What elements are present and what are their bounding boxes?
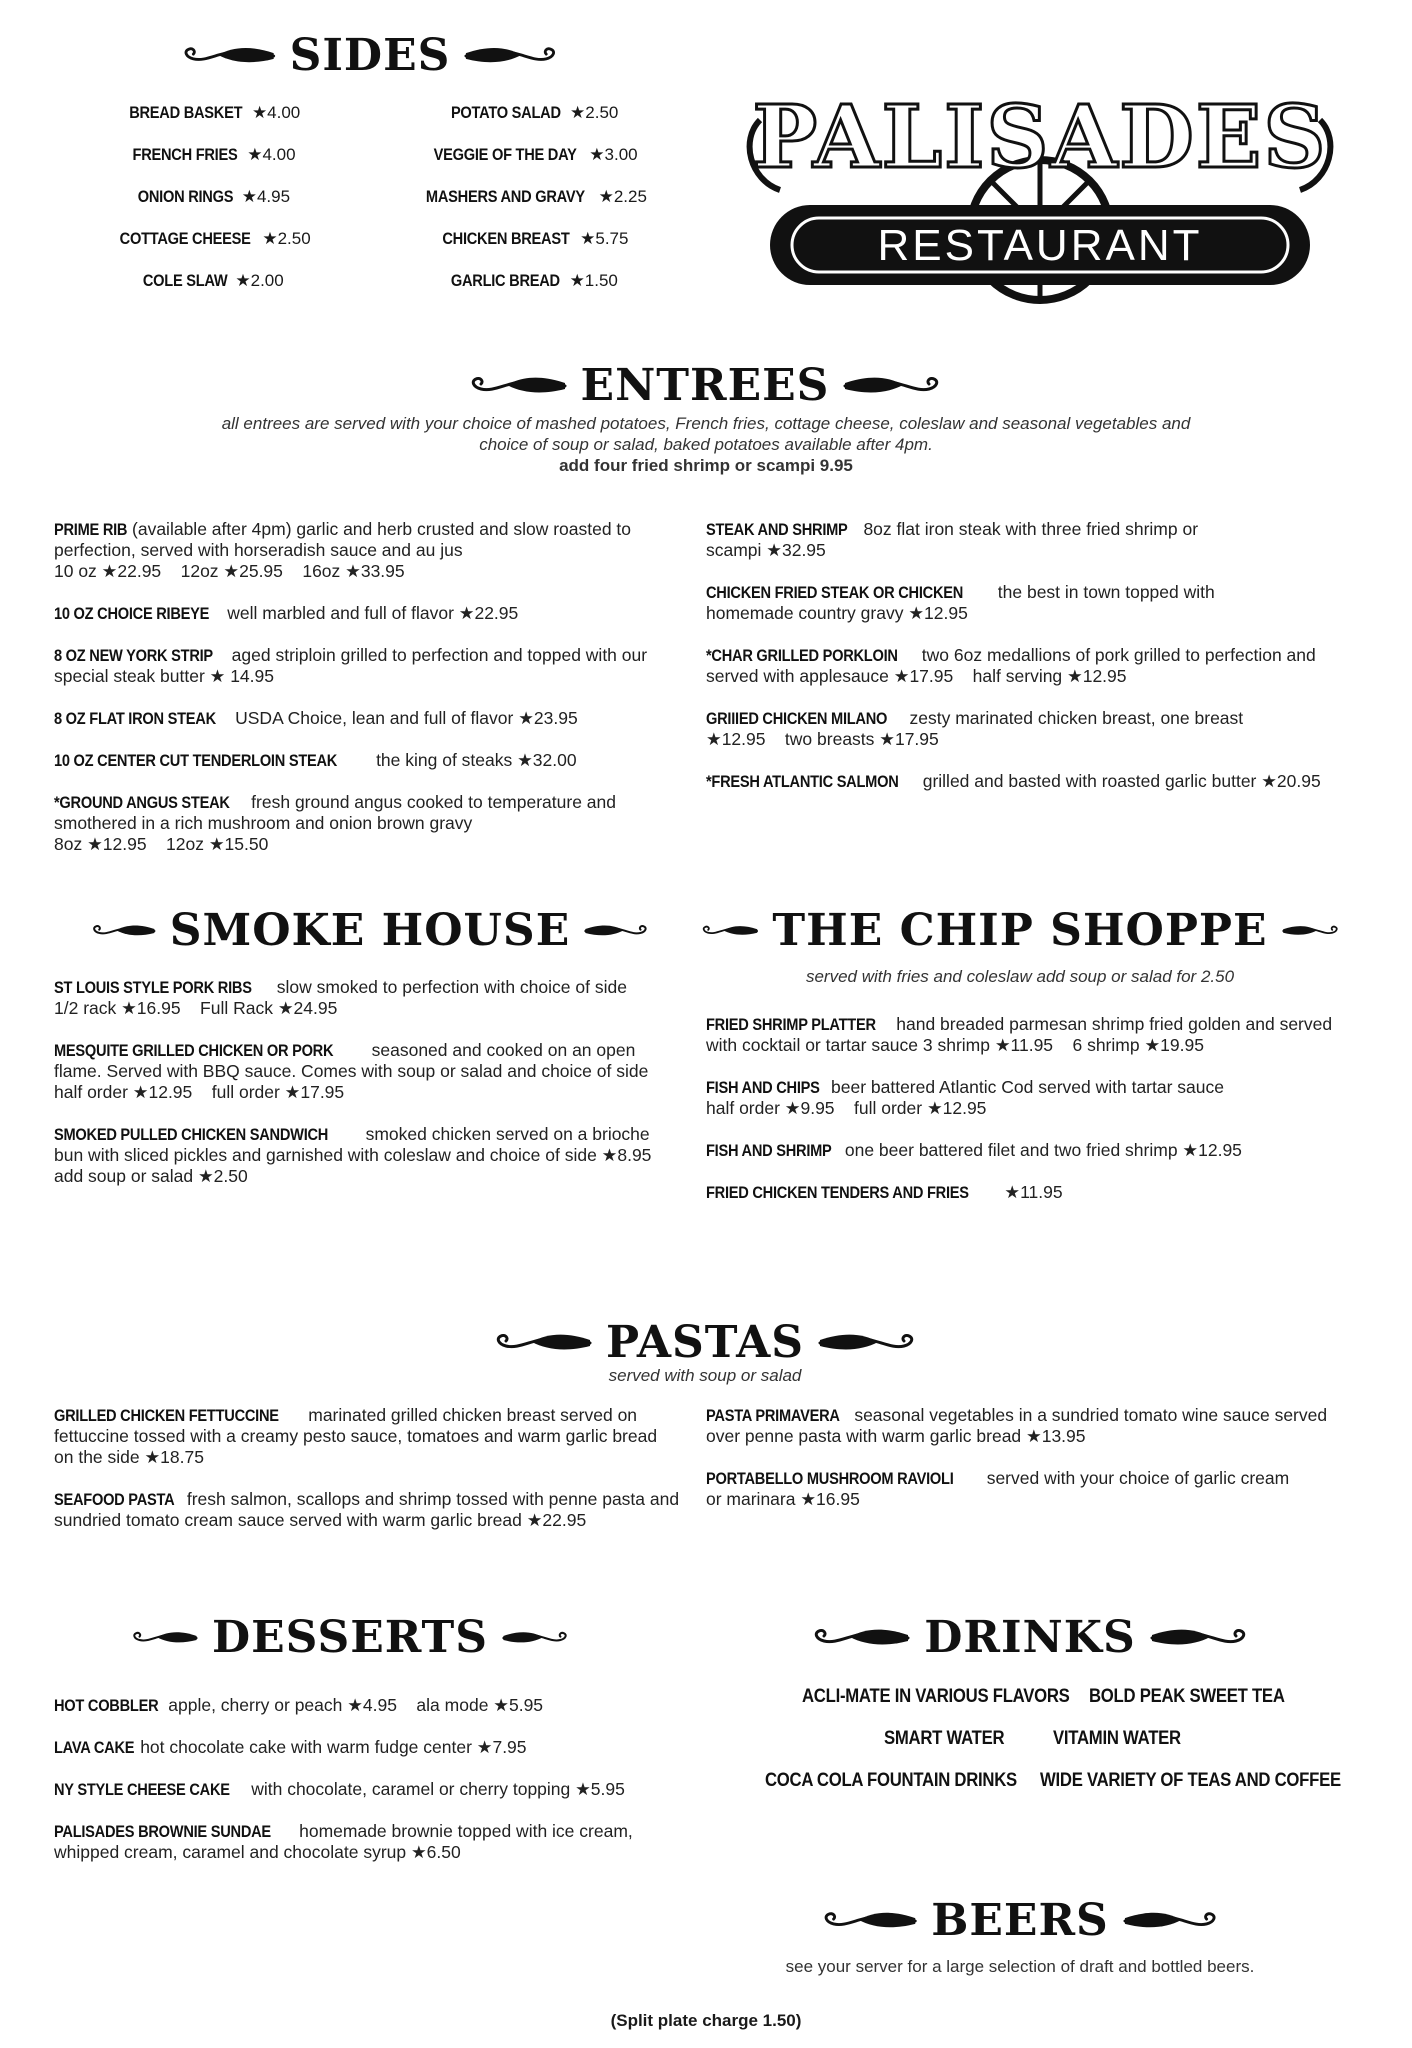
menu-item: CHICKEN FRIED STEAK OR CHICKEN the best in town topped with homemade country gravy ★12.95 xyxy=(706,582,1215,623)
menu-item: 10 OZ CENTER CUT TENDERLOIN STEAK the king of steaks ★32.00 xyxy=(54,750,577,770)
split-plate-note: (Split plate charge 1.50) xyxy=(610,2011,802,2030)
flourish-left-icon xyxy=(180,43,276,69)
menu-item: GRILLED CHICKEN FETTUCCINE marinated grilled chicken breast served on fettuccine tossed with a creamy pesto sauce, tomatoes and warm garlic bread on the side ★18.75 xyxy=(54,1405,658,1467)
flourish-right-icon xyxy=(464,43,560,69)
menu-item: GRIIIED CHICKEN MILANO zesty marinated chicken breast, one breast ★12.95 two breasts ★17.95 xyxy=(706,708,1249,749)
flourish-left-icon xyxy=(700,918,758,944)
menu-item: *CHAR GRILLED PORKLOIN two 6oz medallions of pork grilled to perfection and served with applesauce ★17.95 half serving ★12.95 xyxy=(706,645,1321,686)
menu-item: *FRESH ATLANTIC SALMON grilled and basted with roasted garlic butter ★20.95 xyxy=(706,771,1321,791)
entrees-title: ENTREES xyxy=(580,360,830,411)
flourish-right-icon xyxy=(843,373,943,399)
side-item: FRENCH FRIES ★4.00 xyxy=(132,145,296,164)
side-item: ONION RINGS ★4.95 xyxy=(137,187,291,206)
menu-item: PORTABELLO MUSHROOM RAVIOLI served with your choice of garlic cream or marinara ★16.95 xyxy=(706,1468,1290,1509)
flourish-left-icon xyxy=(467,373,567,399)
flourish-right-icon xyxy=(502,1625,570,1651)
menu-item: FISH AND CHIPS beer battered Atlantic Cod served with tartar sauce half order ★9.95 full order ★12.95 xyxy=(706,1077,1224,1118)
side-item: CHICKEN BREAST ★5.75 xyxy=(441,229,629,248)
desserts-header xyxy=(130,1612,570,1663)
menu-item: PRIME RIB (available after 4pm) garlic and herb crusted and slow roasted to perfection, served with horseradish sauce and au jus 10 oz ★22.95 12oz ★25.95 16oz ★33.95 xyxy=(54,519,632,581)
menu-item: STEAK AND SHRIMP 8oz flat iron steak with three fried shrimp or scampi ★32.95 xyxy=(706,519,1199,560)
flourish-right-icon xyxy=(818,1330,918,1356)
sides-title: SIDES xyxy=(289,30,451,81)
pastas-title: PASTAS xyxy=(605,1317,805,1368)
palisades-logo xyxy=(740,80,1340,315)
menu-item: PALISADES BROWNIE SUNDAE homemade brownie topped with ice cream, whipped cream, caramel and chocolate syrup ★6.50 xyxy=(54,1821,633,1862)
menu-item: PASTA PRIMAVERA seasonal vegetables in a sundried tomato wine sauce served over penne pasta with warm garlic bread ★13.95 xyxy=(706,1405,1328,1446)
entrees-note: add four fried shrimp or scampi 9.95 xyxy=(559,456,853,475)
drink-item: WIDE VARIETY OF TEAS AND COFFEE xyxy=(1040,1770,1341,1791)
beers-header xyxy=(820,1895,1220,1946)
smokehouse-title: SMOKE HOUSE xyxy=(169,905,571,956)
drink-item: BOLD PEAK SWEET TEA xyxy=(1089,1686,1285,1707)
menu-item: HOT COBBLER apple, cherry or peach ★4.95 ala mode ★5.95 xyxy=(54,1695,544,1715)
side-item: COLE SLAW ★2.00 xyxy=(143,271,284,290)
entrees-header xyxy=(430,360,980,411)
drink-item: ACLI-MATE IN VARIOUS FLAVORS xyxy=(802,1686,1070,1707)
flourish-right-icon xyxy=(1123,1908,1220,1934)
entrees-note: choice of soup or salad, baked potatoes available after 4pm. xyxy=(479,435,933,454)
menu-item: FISH AND SHRIMP one beer battered filet and two fried shrimp ★12.95 xyxy=(706,1140,1242,1160)
flourish-right-icon xyxy=(584,918,650,944)
side-item: GARLIC BREAD ★1.50 xyxy=(450,271,618,290)
menu-item: SMOKED PULLED CHICKEN SANDWICH smoked chicken served on a brioche bun with sliced pickles and garnished with coleslaw and choice of side ★8.95 add soup or salad ★2.50 xyxy=(54,1124,652,1186)
menu-item: NY STYLE CHEESE CAKE with chocolate, caramel or cherry topping ★5.95 xyxy=(54,1779,625,1799)
pastas-header xyxy=(440,1317,970,1368)
drink-item: COCA COLA FOUNTAIN DRINKS xyxy=(765,1770,1017,1791)
flourish-left-icon xyxy=(90,918,156,944)
side-item: POTATO SALAD ★2.50 xyxy=(450,103,619,122)
side-item: VEGGIE OF THE DAY ★3.00 xyxy=(433,145,638,164)
chipshoppe-title: THE CHIP SHOPPE xyxy=(772,905,1268,956)
desserts-title: DESSERTS xyxy=(211,1612,489,1663)
side-item: MASHERS AND GRAVY ★2.25 xyxy=(426,187,647,206)
side-item: BREAD BASKET ★4.00 xyxy=(128,103,301,122)
flourish-left-icon xyxy=(492,1330,592,1356)
menu-item: LAVA CAKE hot chocolate cake with warm fudge center ★7.95 xyxy=(54,1737,527,1757)
pastas-note: served with soup or salad xyxy=(608,1366,802,1385)
sides-header xyxy=(180,30,560,81)
flourish-right-icon xyxy=(1150,1625,1250,1651)
entrees-note: all entrees are served with your choice of mashed potatoes, French fries, cottage cheese, coleslaw and seasonal vegetables and xyxy=(221,414,1191,433)
beers-title: BEERS xyxy=(931,1895,1109,1946)
flourish-left-icon xyxy=(130,1625,198,1651)
flourish-left-icon xyxy=(820,1908,917,1934)
menu-item: FRIED CHICKEN TENDERS AND FRIES ★11.95 xyxy=(706,1182,1063,1202)
flourish-left-icon xyxy=(810,1625,910,1651)
beers-note: see your server for a large selection of draft and bottled beers. xyxy=(785,1957,1255,1976)
drink-item: SMART WATER xyxy=(884,1728,1005,1749)
smokehouse-header xyxy=(90,905,650,956)
menu-item: 8 OZ NEW YORK STRIP aged striploin grilled to perfection and topped with our special steak butter ★ 14.95 xyxy=(54,645,648,686)
menu-item: FRIED SHRIMP PLATTER hand breaded parmesan shrimp fried golden and served with cocktail or tartar sauce 3 shrimp ★11.95 6 shrimp ★19.95 xyxy=(706,1014,1337,1055)
drinks-header xyxy=(800,1612,1260,1663)
menu-item: ST LOUIS STYLE PORK RIBS slow smoked to perfection with choice of side 1/2 rack ★16.95 Full Rack ★24.95 xyxy=(54,977,627,1018)
logo-subtitle: RESTAURANT xyxy=(877,221,1203,270)
flourish-right-icon xyxy=(1282,918,1340,944)
side-item: COTTAGE CHEESE ★2.50 xyxy=(119,229,311,248)
menu-item: MESQUITE GRILLED CHICKEN OR PORK seasoned and cooked on an open flame. Served with BBQ sauce. Comes with soup or salad and choice of side half order ★12.95 full order ★17.95 xyxy=(54,1040,649,1102)
chipshoppe-note: served with fries and coleslaw add soup or salad for 2.50 xyxy=(805,967,1235,986)
menu-item: *GROUND ANGUS STEAK fresh ground angus cooked to temperature and smothered in a rich mushroom and onion brown gravy 8oz ★12.95 12oz ★15.50 xyxy=(54,792,616,854)
drinks-title: DRINKS xyxy=(924,1612,1136,1663)
menu-item: 8 OZ FLAT IRON STEAK USDA Choice, lean and full of flavor ★23.95 xyxy=(54,708,578,728)
drink-item: VITAMIN WATER xyxy=(1053,1728,1181,1749)
menu-item: 10 OZ CHOICE RIBEYE well marbled and full of flavor ★22.95 xyxy=(54,603,519,623)
menu-item: SEAFOOD PASTA fresh salmon, scallops and shrimp tossed with penne pasta and sundried tomato cream sauce served with warm garlic bread ★22.95 xyxy=(54,1489,680,1530)
logo-title: PALISADES xyxy=(752,87,1328,188)
chipshoppe-header xyxy=(700,905,1340,956)
